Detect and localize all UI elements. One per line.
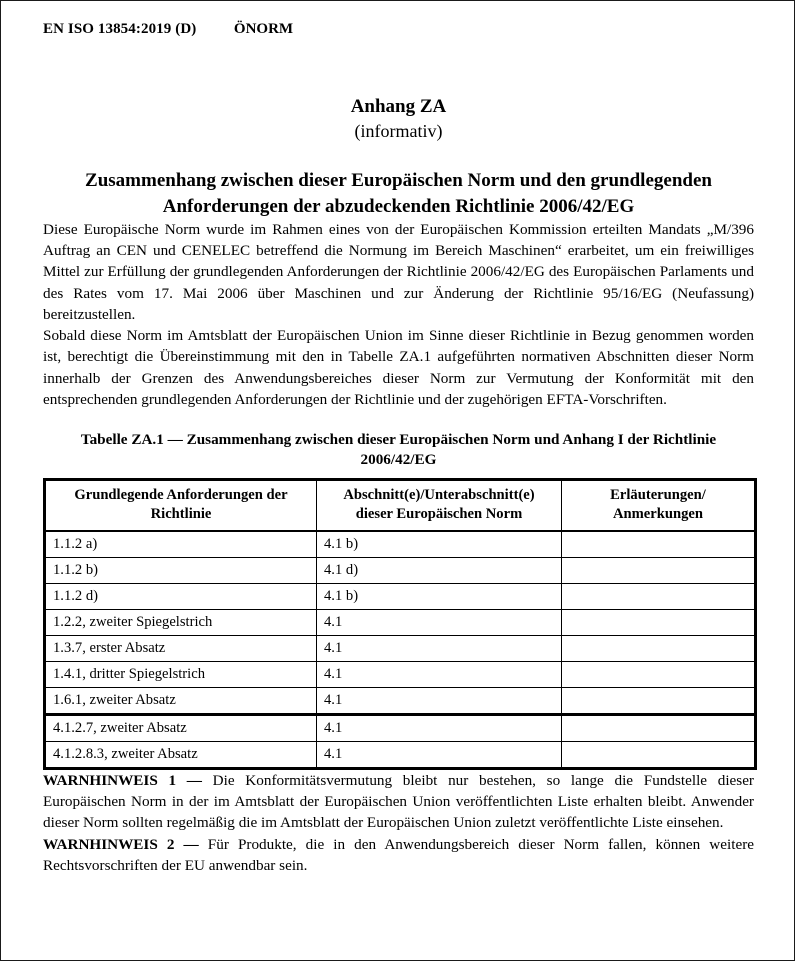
page-title: Zusammenhang zwischen dieser Europäischen Norm und den grundlegenden Anforderungen der abzudeckenden Richtlinie 2006/42/EG bbox=[85, 170, 712, 217]
table-row bbox=[45, 531, 756, 558]
warning-1-label: WARNHINWEIS 1 — bbox=[43, 771, 213, 789]
cell-requirement: 1.3.7, erster Absatz bbox=[45, 635, 317, 661]
cell-requirement: 4.1.2.8.3, zweiter Absatz bbox=[45, 741, 317, 768]
table-row bbox=[45, 557, 756, 583]
cell-remark bbox=[562, 741, 756, 768]
cell-requirement: 1.4.1, dritter Spiegelstrich bbox=[45, 661, 317, 687]
cell-clause: 4.1 b) bbox=[317, 531, 562, 558]
warning-2-text: Für Produkte, die in den Anwendungsbereich dieser Norm fallen, können weitere Rechtsvorschriften der EU anwendbar sein. bbox=[43, 835, 754, 874]
table-row bbox=[45, 609, 756, 635]
cell-remark bbox=[562, 714, 756, 741]
cell-clause: 4.1 bbox=[317, 635, 562, 661]
cell-clause: 4.1 bbox=[317, 714, 562, 741]
cell-requirement: 1.1.2 b) bbox=[45, 557, 317, 583]
table-header bbox=[45, 480, 756, 531]
cell-clause: 4.1 bbox=[317, 661, 562, 687]
annex-title: Anhang ZA bbox=[350, 96, 447, 117]
warning-note-1 bbox=[43, 770, 754, 834]
page-content bbox=[43, 1, 754, 876]
header-onorm-label: ÖNORM bbox=[233, 21, 294, 37]
annex-informative-note: (informativ) bbox=[354, 120, 443, 141]
cell-requirement: 1.2.2, zweiter Spiegelstrich bbox=[45, 609, 317, 635]
table-header-row bbox=[45, 480, 756, 531]
cell-clause: 4.1 b) bbox=[317, 583, 562, 609]
header-standard-number: EN ISO 13854:2019 (D) bbox=[43, 21, 197, 37]
warning-note-2 bbox=[43, 834, 754, 877]
cell-remark bbox=[562, 609, 756, 635]
table-row bbox=[45, 714, 756, 741]
cell-requirement: 1.1.2 a) bbox=[45, 531, 317, 558]
table-body bbox=[45, 531, 756, 769]
column-header-requirements: Grundlegende Anforderungen der Richtlinie bbox=[45, 480, 317, 531]
column-header-clauses: Abschnitt(e)/Unterabschnitt(e) dieser Europäischen Norm bbox=[317, 480, 562, 531]
cell-clause: 4.1 d) bbox=[317, 557, 562, 583]
table-row bbox=[45, 661, 756, 687]
cell-requirement: 1.1.2 d) bbox=[45, 583, 317, 609]
table-row bbox=[45, 687, 756, 714]
cell-clause: 4.1 bbox=[317, 741, 562, 768]
cell-clause: 4.1 bbox=[317, 609, 562, 635]
cell-remark bbox=[562, 661, 756, 687]
column-header-remarks: Erläuterungen/ Anmerkungen bbox=[562, 480, 756, 531]
cell-remark bbox=[562, 531, 756, 558]
paragraph-mandate: Diese Europäische Norm wurde im Rahmen eines von der Europäischen Kommission erteilten Mandats „M/396 Auftrag an CEN und CENELEC betreffend die Normung im Bereich Maschinen“ erarbeitet, um ein freiwilliges Mittel zur Erfüllung der grundlegenden Anforderungen der Richtlinie 2006/42/EG des Europäischen Parlaments und des Rates vom 17. Mai 2006 über Maschinen und zur Änderung der Richtlinie 95/16/EG (Neufassung) bereitzustellen. bbox=[43, 220, 754, 323]
paragraph-presumption: Sobald diese Norm im Amtsblatt der Europäischen Union im Sinne dieser Richtlinie in Bezug genommen worden ist, berechtigt die Übereinstimmung mit den in Tabelle ZA.1 aufgeführten normativen Abschnitten dieser Norm innerhalb der Grenzen des Anwendungsbereiches dieser Norm zur Vermutung der Konformität mit den entsprechenden grundlegenden Anforderungen der Richtlinie und der zugehörigen EFTA-Vorschriften. bbox=[43, 327, 754, 409]
cell-requirement: 1.6.1, zweiter Absatz bbox=[45, 687, 317, 714]
cell-requirement: 4.1.2.7, zweiter Absatz bbox=[45, 714, 317, 741]
running-header bbox=[43, 1, 754, 53]
annex-za-table bbox=[43, 478, 757, 769]
table-caption: Tabelle ZA.1 — Zusammenhang zwischen dieser Europäischen Norm und Anhang I der Richtlinie 2006/42/EG bbox=[80, 431, 717, 469]
table-row bbox=[45, 583, 756, 609]
table-row bbox=[45, 635, 756, 661]
cell-remark bbox=[562, 583, 756, 609]
table-row bbox=[45, 741, 756, 768]
table-container bbox=[43, 478, 754, 769]
warning-2-label: WARNHINWEIS 2 — bbox=[43, 835, 208, 853]
cell-remark bbox=[562, 687, 756, 714]
cell-remark bbox=[562, 557, 756, 583]
cell-remark bbox=[562, 635, 756, 661]
cell-clause: 4.1 bbox=[317, 687, 562, 714]
warning-1-text: Die Konformitätsvermutung bleibt nur bestehen, so lange die Fundstelle dieser Europäischen Norm in der im Amtsblatt der Europäischen Union veröffentlichten Liste erhalten bleibt. Anwender dieser Norm sollten regelmäßig die im Amtsblatt der Europäischen Union zuletzt veröffentlichte Liste einsehen. bbox=[43, 771, 754, 832]
